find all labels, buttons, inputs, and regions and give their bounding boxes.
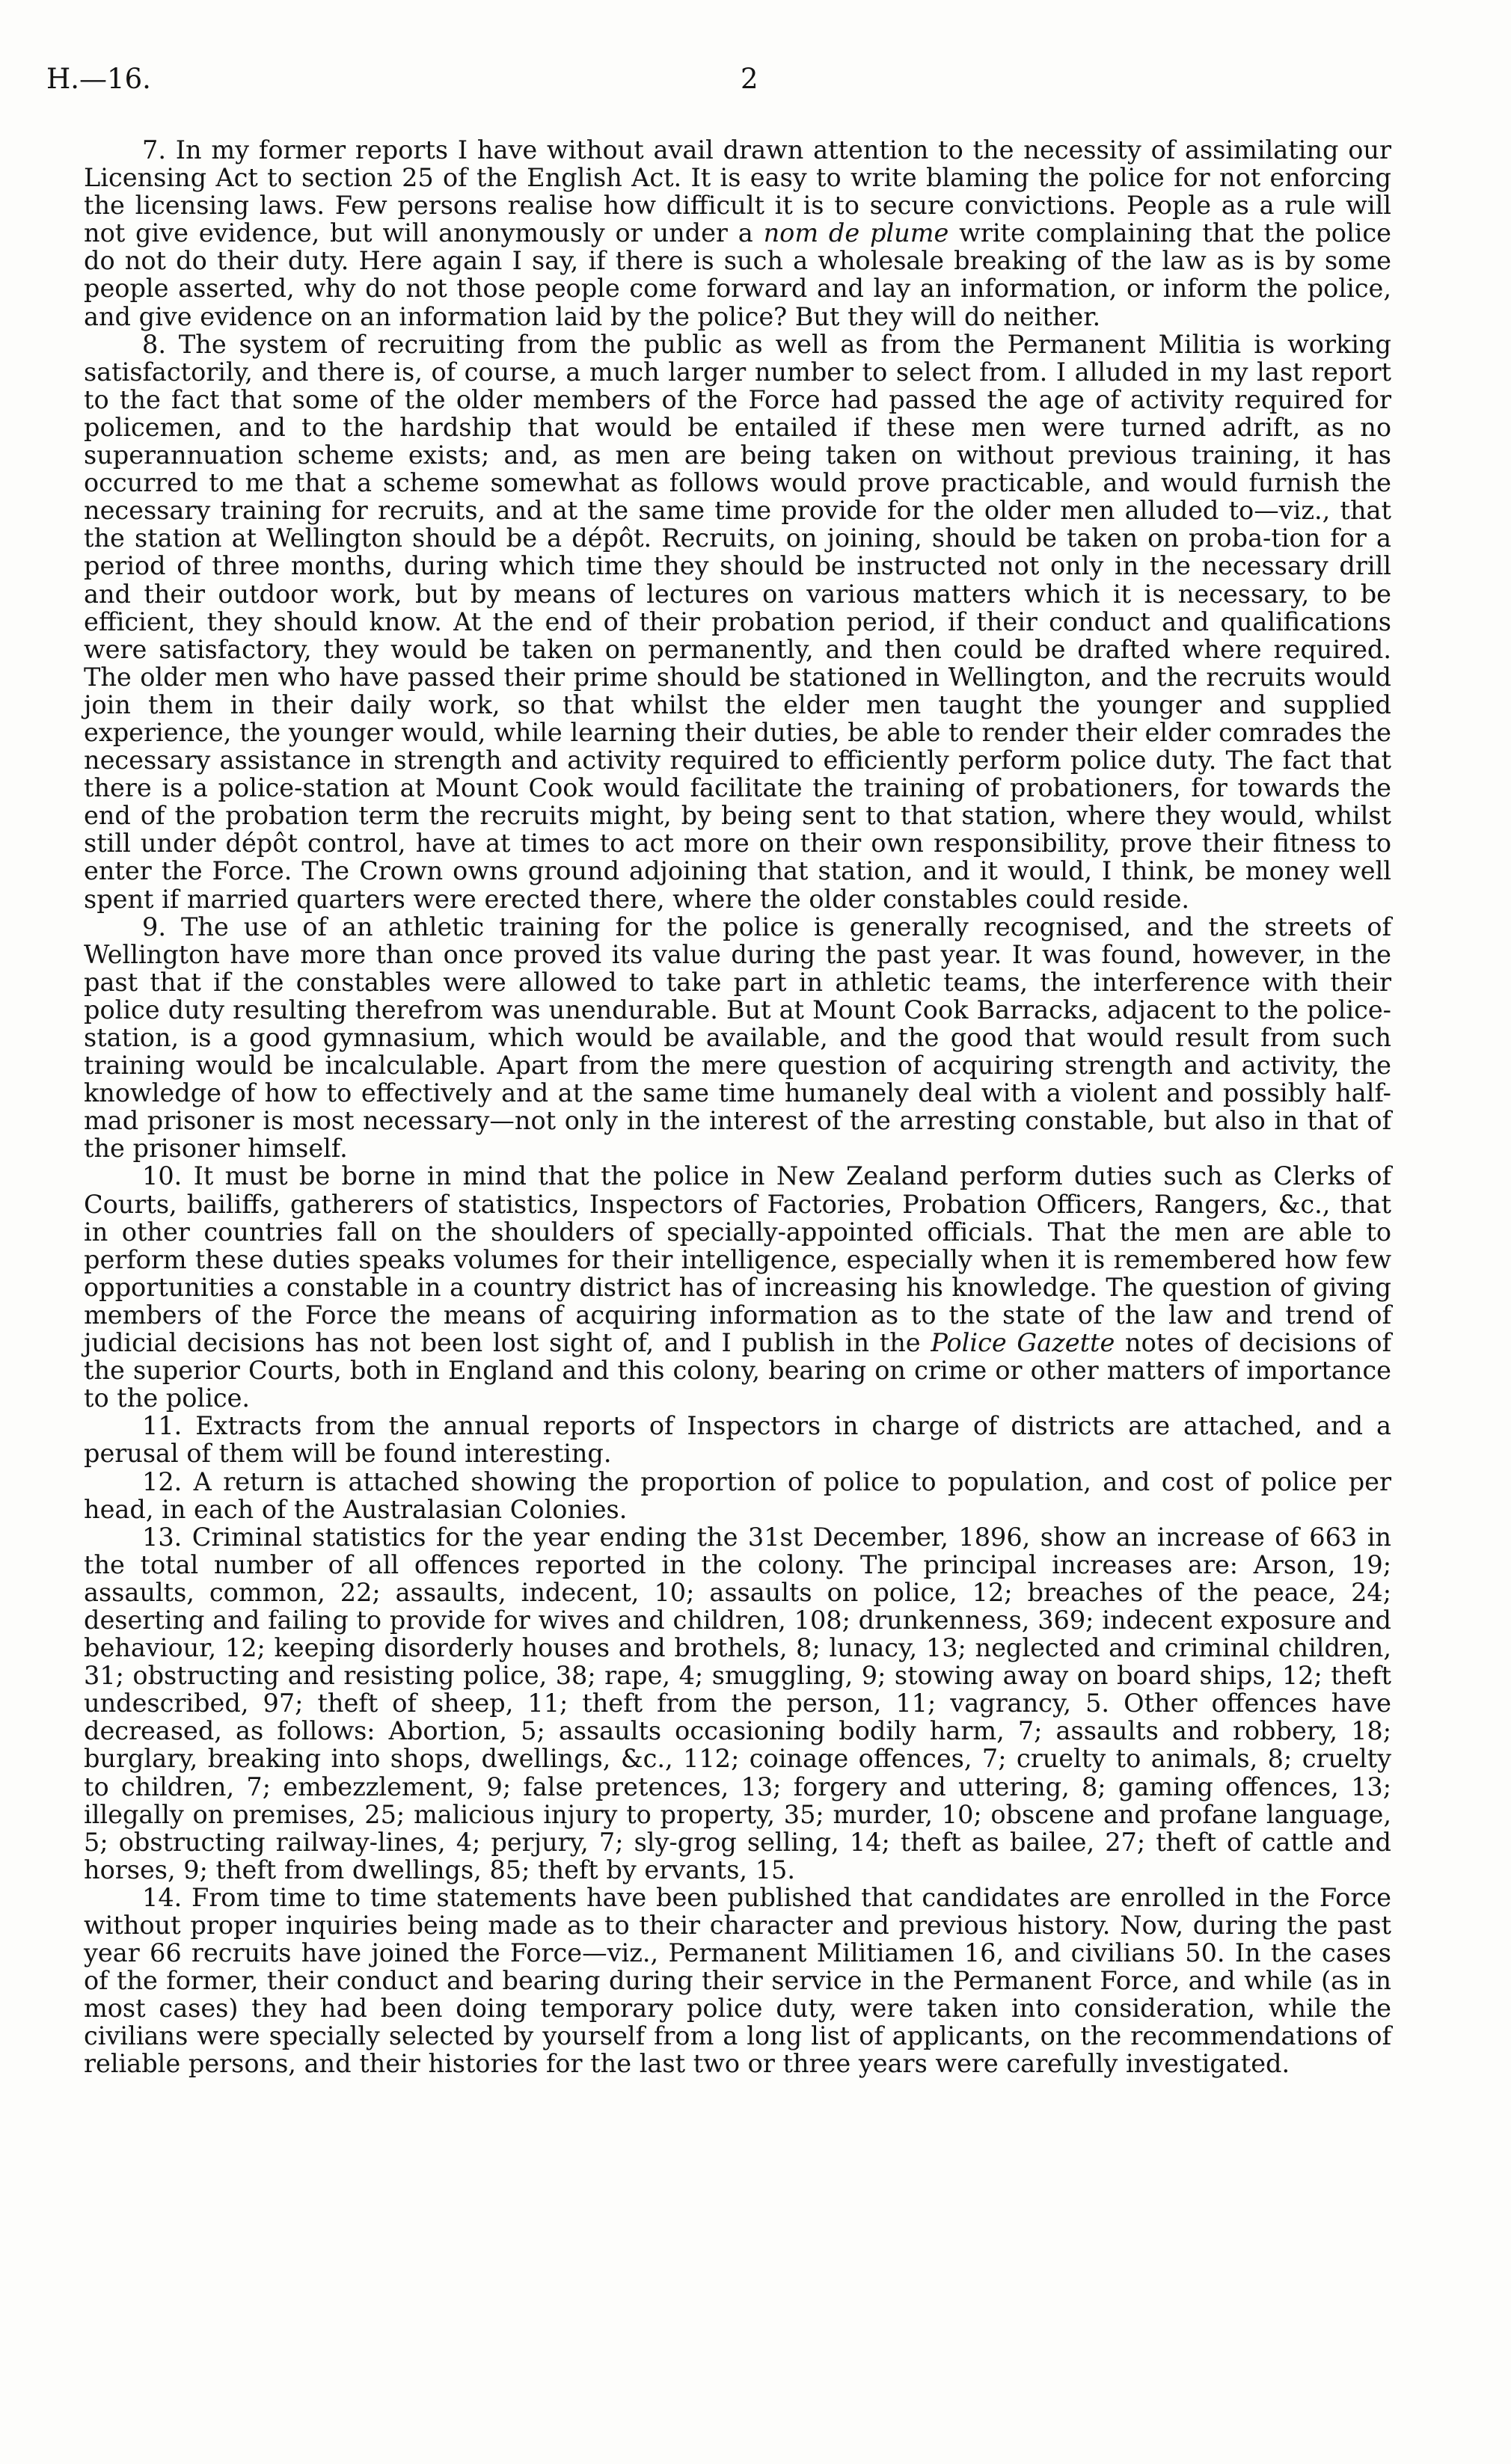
paragraph-text-continued: write complaining that the police do not do their duty. Here again I say, if there is such a wholesale breaking of the law as is by some people asserted, why do not those people come forward and lay an information, or inform the police, and give evidence on an information laid by the police? But they will do neither.	[84, 218, 1391, 331]
paragraph-text: 11. Extracts from the annual reports of Inspectors in charge of districts are attached, and a perusal of them will be found interesting.	[84, 1411, 1391, 1469]
italic-phrase: Police Gazette	[931, 1328, 1115, 1358]
page-number: 2	[741, 63, 758, 95]
document-reference: H.—16.	[46, 63, 151, 95]
paragraph-8	[84, 331, 1391, 913]
paragraph-12	[84, 1468, 1391, 1523]
page-header	[46, 63, 1468, 108]
report-body	[84, 136, 1391, 2078]
paragraph-text: 13. Criminal statistics for the year ending the 31st December, 1896, show an increase of 663 in the total number of all offences reported in the colony. The principal increases are: Arson, 19; assaults, common, 22; assaults, indecent, 10; assaults on police, 12; breaches of the peace, 24; deserting and failing to provide for wives and children, 108; drunkenness, 369; indecent exposure and behaviour, 12; keeping disorderly houses and brothels, 8; lunacy, 13; neglected and criminal children, 31; obstructing and resisting police, 38; rape, 4; smuggling, 9; stowing away on board ships, 12; theft undescribed, 97; theft of sheep, 11; theft from the person, 11; vagrancy, 5. Other offences have decreased, as follows: Abortion, 5; assaults occasioning bodily harm, 7; assaults and robbery, 18; burglary, breaking into shops, dwellings, &c., 112; coinage offences, 7; cruelty to animals, 8; cruelty to children, 7; embezzlement, 9; false pretences, 13; forgery and uttering, 8; gaming offences, 13; illegally on premises, 25; malicious injury to property, 35; murder, 10; obscene and profane language, 5; obstructing railway-lines, 4; perjury, 7; sly-grog selling, 14; theft as bailee, 27; theft of cattle and horses, 9; theft from dwellings, 85; theft by ervants, 15.	[84, 1522, 1391, 1884]
paragraph-11	[84, 1412, 1391, 1467]
italic-phrase: nom de plume	[763, 218, 949, 248]
paragraph-10	[84, 1162, 1391, 1412]
paragraph-text: 14. From time to time statements have been published that candidates are enrolled in the Force without proper inquiries being made as to their character and previous history. Now, during the past year 66 recruits have joined the Force—viz., Permanent Militiamen 16, and civilians 50. In the cases of the former, their conduct and bearing during their service in the Permanent Force, and while (as in most cases) they had been doing temporary police duty, were taken into consideration, while the civilians were specially selected by yourself from a long list of applicants, on the recommendations of reliable persons, and their histories for the last two or three years were carefully investigated.	[84, 1882, 1391, 2079]
paragraph-text: 12. A return is attached showing the proportion of police to population, and cost of police per head, in each of the Australasian Colonies.	[84, 1466, 1391, 1524]
paragraph-7	[84, 136, 1391, 331]
paragraph-text: 8. The system of recruiting from the public as well as from the Permanent Militia is working satisfactorily, and there is, of course, a much larger number to select from. I alluded in my last report to the fact that some of the older members of the Force had passed the age of activity required for policemen, and to the hardship that would be entailed if these men were turned adrift, as no superannuation scheme exists; and, as men are being taken on without previous training, it has occurred to me that a scheme somewhat as follows would prove practicable, and would furnish the necessary training for recruits, and at the same time provide for the older men alluded to—viz., that the station at Wellington should be a dépôt. Recruits, on joining, should be taken on proba-tion for a period of three months, during which time they should be instructed not only in the necessary drill and their outdoor work, but by means of lectures on various matters which it is necessary, to be efficient, they should know. At the end of their probation period, if their conduct and qualifications were satisfactory, they would be taken on permanently, and then could be drafted where required. The older men who have passed their prime should be stationed in Wellington, and the recruits would join them in their daily work, so that whilst the elder men taught the younger and supplied experience, the younger would, while learning their duties, be able to render their elder comrades the necessary assistance in strength and activity required to efficiently perform police duty. The fact that there is a police-station at Mount Cook would facilitate the training of probationers, for towards the end of the probation term the recruits might, by being sent to that station, where they would, whilst still under dépôt control, have at times to act more on their own responsibility, prove their fitness to enter the Force. The Crown owns ground adjoining that station, and it would, I think, be money well spent if married quarters were erected there, where the older constables could reside.	[84, 329, 1391, 914]
paragraph-text-continued: notes of decisions of the superior Courts, both in England and this colony, bearing on crime or other matters of importance to the police.	[84, 1328, 1391, 1413]
paragraph-13	[84, 1523, 1391, 1884]
paragraph-text: 10. It must be borne in mind that the police in New Zealand perform duties such as Clerks of Courts, bailiffs, gatherers of statistics, Inspectors of Factories, Probation Officers, Rangers, &c., that in other countries fall on the shoulders of specially-appointed officials. That the men are able to perform these duties speaks volumes for their intelligence, especially when it is remembered how few opportunities a constable in a country district has of increasing his knowledge. The question of giving members of the Force the means of acquiring information as to the state of the law and trend of judicial decisions has not been lost sight of, and I publish in the	[84, 1161, 1391, 1358]
paragraph-14	[84, 1884, 1391, 2078]
paragraph-9	[84, 913, 1391, 1163]
paragraph-text: 7. In my former reports I have without avail drawn attention to the necessity of assimilating our Licensing Act to section 25 of the English Act. It is easy to write blaming the police for not enforcing the licensing laws. Few persons realise how difficult it is to secure convictions. People as a rule will not give evidence, but will anonymously or under a	[84, 135, 1391, 248]
paragraph-text: 9. The use of an athletic training for the police is generally recognised, and the streets of Wellington have more than once proved its value during the past year. It was found, however, in the past that if the constables were allowed to take part in athletic teams, the interference with their police duty resulting therefrom was unendurable. But at Mount Cook Barracks, adjacent to the police-station, is a good gymnasium, which would be available, and the good that would result from such training would be incalculable. Apart from the mere question of acquiring strength and activity, the knowledge of how to effectively and at the same time humanely deal with a violent and possibly half-mad prisoner is most necessary—not only in the interest of the arresting constable, but also in that of the prisoner himself.	[84, 912, 1391, 1164]
